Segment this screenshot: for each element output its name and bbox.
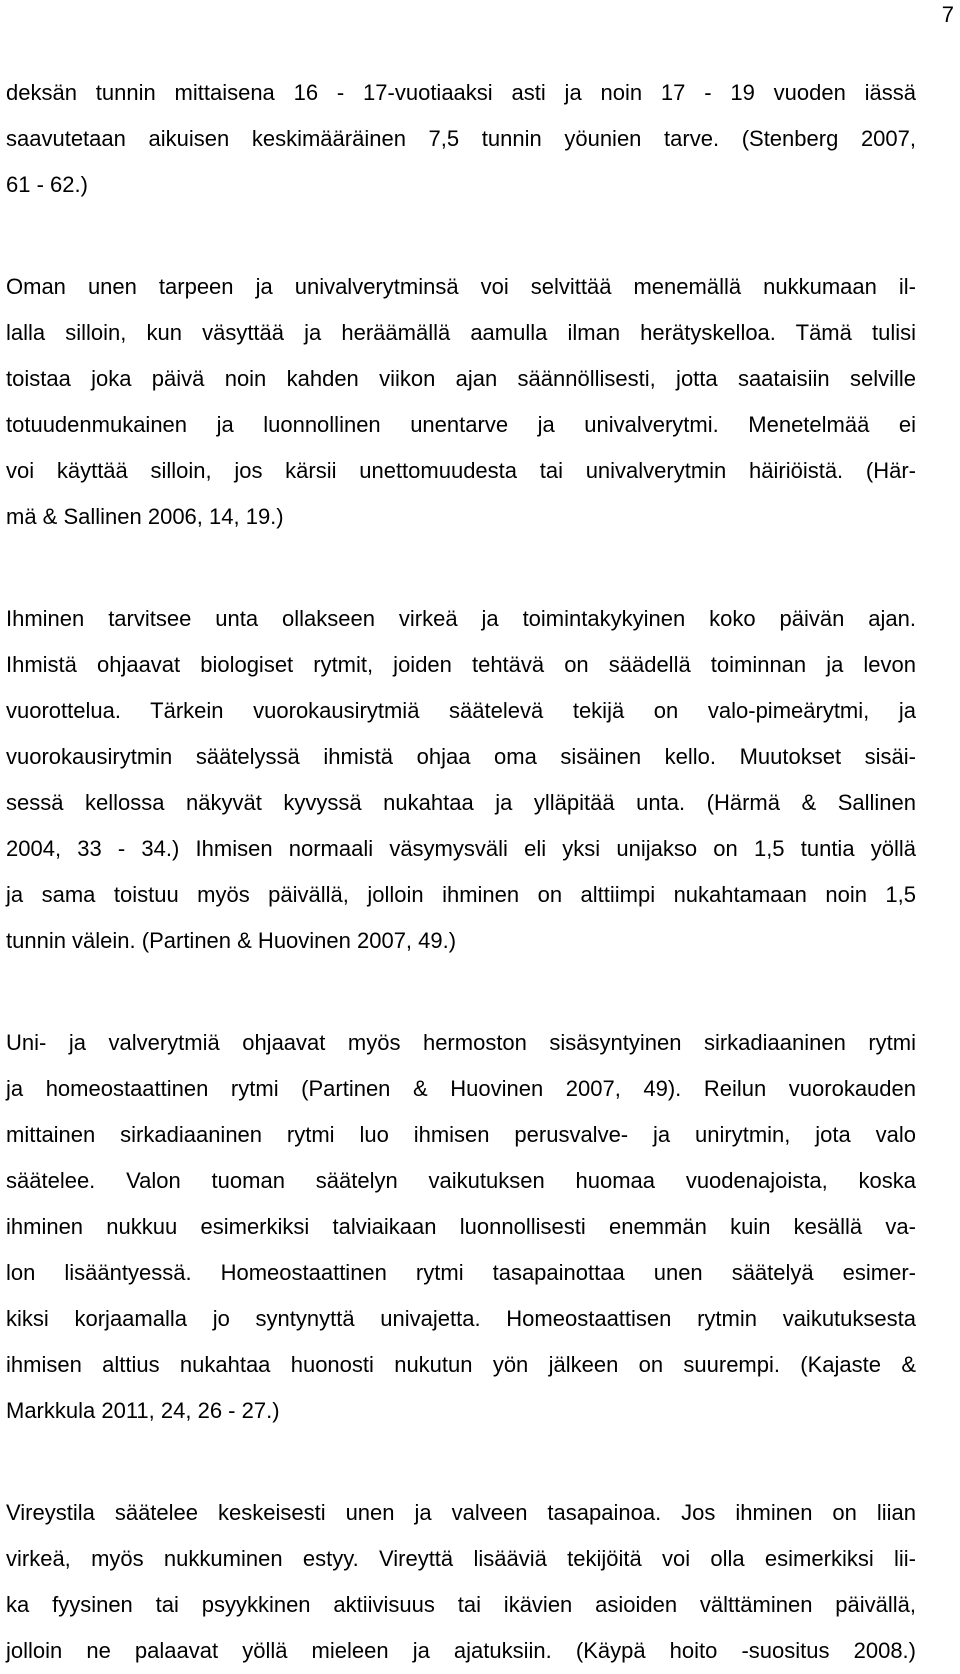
text-line: ja homeostaattinen rytmi (Partinen & Huovinen 2007, 49). Reilun vuorokauden	[6, 1076, 916, 1101]
text-line: saavutetaan aikuisen keskimääräinen 7,5 tunnin yöunien tarve. (Stenberg 2007,	[6, 126, 916, 151]
page-number: 7	[941, 2, 954, 27]
text-line: vuorokausirytmin säätelyssä ihmistä ohjaa oma sisäinen kello. Muutokset sisäi-	[6, 744, 916, 769]
text-line: Markkula 2011, 24, 26 - 27.)	[6, 1398, 280, 1423]
text-line: virkeä, myös nukkuminen estyy. Vireyttä lisääviä tekijöitä voi olla esimerkiksi lii-	[6, 1546, 916, 1571]
text-line: lon lisääntyessä. Homeostaattinen rytmi tasapainottaa unen säätelyä esimer-	[6, 1260, 916, 1285]
text-line: 2004, 33 - 34.) Ihmisen normaali väsymysväli eli yksi unijakso on 1,5 tuntia yöllä	[6, 836, 916, 861]
text-line: deksän tunnin mittaisena 16 - 17-vuotiaaksi asti ja noin 17 - 19 vuoden iässä	[6, 80, 916, 105]
text-line: mä & Sallinen 2006, 14, 19.)	[6, 504, 284, 529]
text-line: Uni- ja valverytmiä ohjaavat myös hermoston sisäsyntyinen sirkadiaaninen rytmi	[6, 1030, 916, 1055]
text-line: Oman unen tarpeen ja univalverytminsä voi selvittää menemällä nukkumaan il-	[6, 274, 916, 299]
document-body	[6, 70, 916, 1674]
paragraph	[6, 264, 916, 540]
text-line: Ihminen tarvitsee unta ollakseen virkeä ja toimintakykyinen koko päivän ajan.	[6, 606, 916, 631]
text-line: Ihmistä ohjaavat biologiset rytmit, joiden tehtävä on säädellä toiminnan ja levon	[6, 652, 916, 677]
paragraph	[6, 1490, 916, 1674]
text-line: 61 - 62.)	[6, 172, 88, 197]
text-line: ja sama toistuu myös päivällä, jolloin ihminen on alttiimpi nukahtamaan noin 1,5	[6, 882, 916, 907]
text-line: toistaa joka päivä noin kahden viikon ajan säännöllisesti, jotta saataisiin selville	[6, 366, 916, 391]
paragraph	[6, 596, 916, 964]
text-line: Vireystila säätelee keskeisesti unen ja valveen tasapainoa. Jos ihminen on liian	[6, 1500, 916, 1525]
text-line: säätelee. Valon tuoman säätelyn vaikutuksen huomaa vuodenajoista, koska	[6, 1168, 916, 1193]
text-line: totuudenmukainen ja luonnollinen unentarve ja univalverytmi. Menetelmää ei	[6, 412, 916, 437]
text-line: sessä kellossa näkyvät kyvyssä nukahtaa ja ylläpitää unta. (Härmä & Sallinen	[6, 790, 916, 815]
text-line: ka fyysinen tai psyykkinen aktiivisuus tai ikävien asioiden välttäminen päivällä,	[6, 1592, 916, 1617]
text-line: jolloin ne palaavat yöllä mieleen ja ajatuksiin. (Käypä hoito -suositus 2008.)	[6, 1638, 916, 1663]
paragraph	[6, 70, 916, 208]
text-line: voi käyttää silloin, jos kärsii unettomuudesta tai univalverytmin häiriöistä. (Här-	[6, 458, 916, 483]
text-line: mittainen sirkadiaaninen rytmi luo ihmisen perusvalve- ja unirytmin, jota valo	[6, 1122, 916, 1147]
text-line: vuorottelua. Tärkein vuorokausirytmiä säätelevä tekijä on valo-pimeärytmi, ja	[6, 698, 916, 723]
paragraph	[6, 1020, 916, 1434]
text-line: lalla silloin, kun väsyttää ja heräämällä aamulla ilman herätyskelloa. Tämä tulisi	[6, 320, 916, 345]
text-line: tunnin välein. (Partinen & Huovinen 2007, 49.)	[6, 928, 457, 953]
text-line: ihminen nukkuu esimerkiksi talviaikaan luonnollisesti enemmän kuin kesällä va-	[6, 1214, 916, 1239]
text-line: ihmisen alttius nukahtaa huonosti nukutun yön jälkeen on suurempi. (Kajaste &	[6, 1352, 916, 1377]
text-line: kiksi korjaamalla jo syntynyttä univajetta. Homeostaattisen rytmin vaikutuksesta	[6, 1306, 916, 1331]
